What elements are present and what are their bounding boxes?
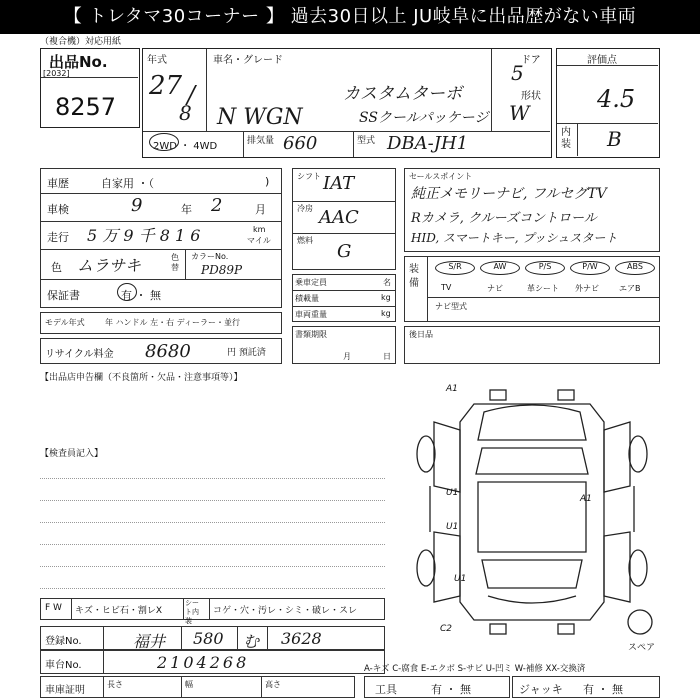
ac-label: 冷房 xyxy=(297,204,313,213)
spare-tire-label: スペア xyxy=(628,643,656,653)
model-name: N WGN xyxy=(217,105,303,130)
type-value: DBA-JH1 xyxy=(387,133,469,154)
equip-airbag: エアB xyxy=(619,284,641,293)
jack-row xyxy=(512,676,660,698)
mileage-label: 走行 xyxy=(47,231,69,244)
load-unit: kg xyxy=(381,293,391,302)
interior-value: B xyxy=(607,127,622,151)
inspection-month-unit: 月 xyxy=(255,203,266,216)
inspection-year-unit: 年 xyxy=(181,203,192,216)
sales-line3: HID, スマートキー, プッシュスタート xyxy=(411,231,618,245)
fw-label: F W xyxy=(45,603,62,613)
equip-navi: ナビ xyxy=(487,284,503,293)
equip-aw: AW xyxy=(480,261,520,275)
repaint-label: 色替 xyxy=(171,253,179,272)
drive-selected-circle xyxy=(149,133,179,151)
seat-items: コゲ・穴・汚レ・シミ・破レ・スレ xyxy=(213,606,358,616)
model-label: 車名・グレード xyxy=(213,55,283,66)
door-label: ドア xyxy=(521,55,541,66)
later-items-block xyxy=(404,326,660,364)
inspection-month: 2 xyxy=(211,195,223,216)
registration-row xyxy=(40,626,385,650)
later-label: 後日品 xyxy=(409,330,433,339)
sales-label: セールスポイント xyxy=(409,172,473,181)
proof-label: 車庫証明 xyxy=(45,685,85,696)
proof-length: 長さ xyxy=(107,680,123,689)
shape-label: 形状 xyxy=(521,91,541,102)
damage-codes-row xyxy=(40,598,385,625)
shape-value: W xyxy=(509,101,530,125)
warranty-label: 保証書 xyxy=(47,289,80,302)
recycle-label: リサイクル料金 xyxy=(45,349,114,360)
lot-number: 8257 xyxy=(55,93,117,121)
subheader: （複合機）対応用紙 xyxy=(40,37,122,47)
fuel-label: 燃料 xyxy=(297,236,313,245)
year-value: 27 xyxy=(149,71,183,101)
tools-label: 工具 xyxy=(375,683,397,696)
month-value: 8 xyxy=(179,101,192,125)
registration-class: 580 xyxy=(193,629,224,648)
car-damage-diagram xyxy=(404,382,660,644)
load-label: 積載量 xyxy=(295,294,319,303)
registration-region: 福井 xyxy=(133,632,166,651)
displacement-value: 660 xyxy=(283,133,318,154)
weight-unit: kg xyxy=(381,309,391,318)
color-label: 色 xyxy=(51,261,62,274)
shift-value: IAT xyxy=(323,173,355,194)
equipment-block xyxy=(404,256,660,322)
sales-line2: Rカメラ, クルーズコントロール xyxy=(411,211,597,226)
docs-unit: 月 xyxy=(343,352,351,361)
vehicle-header-box: 年式 27 / 8 車名・グレード カスタムターボ N WGN SSクールパッケージ ドア 5 形状 W 2WD ・ 4WD 排気量 660 型式 DBA-JH1 xyxy=(142,48,552,158)
fw-items: キズ・ヒビ石・割レX xyxy=(75,606,162,616)
docs-block xyxy=(292,326,396,364)
sales-line1: 純正メモリーナビ, フルセグTV xyxy=(411,186,607,202)
warranty-value: 有 ・ 無 xyxy=(121,289,161,302)
equip-abs: ABS xyxy=(615,261,655,275)
sales-point-block xyxy=(404,168,660,252)
shift-label: シフト xyxy=(297,172,321,181)
inspection-year: 9 xyxy=(131,195,143,216)
displacement-label: 排気量 xyxy=(247,136,275,146)
equip-tv: TV xyxy=(441,283,452,292)
ac-value: AAC xyxy=(319,207,359,228)
capacity-unit: 名 xyxy=(383,278,391,287)
damage-mark-a1-top: A1 xyxy=(446,384,458,394)
registration-label: 登録No. xyxy=(45,636,82,647)
capacity-block xyxy=(292,274,396,322)
damage-mark-u1-left-rear: U1 xyxy=(446,522,459,532)
equipment-label: 装備 xyxy=(409,264,419,289)
docs-unit2: 日 xyxy=(383,352,391,361)
history-value: 自家用 ・（ xyxy=(101,177,154,190)
proof-width: 幅 xyxy=(185,680,193,689)
capacity-label: 乗車定員 xyxy=(295,278,327,287)
score-value: 4.5 xyxy=(597,85,636,113)
banner: 【 トレタマ30コーナー 】 過去30日以上 JU岐阜に出品歴がない車両 xyxy=(0,0,700,34)
garage-proof-row xyxy=(40,676,355,698)
equip-leather: 革シート xyxy=(527,284,559,293)
weight-label: 車両重量 xyxy=(295,310,327,319)
recycle-row xyxy=(40,338,282,364)
color-code-label: カラーNo. xyxy=(191,252,229,261)
equip-ps: P/S xyxy=(525,261,565,275)
inspector-header: 【検査員記入】 xyxy=(40,449,104,459)
year-label: 年式 xyxy=(147,55,167,66)
damage-mark-c2: C2 xyxy=(440,624,453,634)
type-label: 型式 xyxy=(357,136,376,146)
damage-legend: A-キズ C-腐食 E-エクボ S-サビ U-凹ミ W-補修 XX-交換済 xyxy=(364,664,586,674)
proof-height: 高さ xyxy=(265,680,281,689)
door-value: 5 xyxy=(511,61,524,85)
equip-pw: P/W xyxy=(570,261,610,275)
notes-header: 【出品店申告欄（不良箇所・欠品・注意事項等）】 xyxy=(40,373,243,383)
history-label: 車歴 xyxy=(47,177,69,190)
drive-options: 2WD ・ 4WD xyxy=(153,141,218,152)
lot-box xyxy=(40,48,140,128)
fuel-value: G xyxy=(337,241,352,262)
interior-label: 内装 xyxy=(561,127,571,150)
damage-mark-u1-rear: U1 xyxy=(454,574,467,584)
docs-label: 書類期限 xyxy=(295,330,327,339)
chassis-row xyxy=(40,650,385,674)
jack-label: ジャッキ xyxy=(519,683,563,696)
score-label: 評価点 xyxy=(587,55,617,66)
model-year-label: モデル年式 xyxy=(45,318,85,327)
tools-value: 有 ・ 無 xyxy=(431,683,471,696)
package-value: SSクールパッケージ xyxy=(359,110,489,126)
mileage-unit-mile: マイル xyxy=(247,236,271,245)
warranty-selected-circle xyxy=(117,283,137,301)
registration-number: 3628 xyxy=(281,629,322,648)
color-code: PD89P xyxy=(201,263,243,277)
model-year-items: 年 ハンドル 左・右 ディーラー・並行 xyxy=(105,318,240,327)
color-value: ムラサキ xyxy=(77,256,142,275)
grade-value: カスタムターボ xyxy=(343,84,462,104)
damage-mark-u1-left: U1 xyxy=(446,488,459,498)
navi-type-label: ナビ型式 xyxy=(435,302,467,311)
spec-block xyxy=(292,168,396,270)
damage-mark-a1-right: A1 xyxy=(580,494,592,504)
lot-stamp: [2032] xyxy=(43,69,70,78)
chassis-value: 2104268 xyxy=(157,653,250,672)
history-block xyxy=(40,168,282,308)
recycle-unit: 円 預託済 xyxy=(227,348,266,358)
history-close: ) xyxy=(265,175,270,188)
recycle-value: 8680 xyxy=(145,341,191,362)
model-year-row xyxy=(40,312,282,334)
mileage-value: 5 万 9 千 8 1 6 xyxy=(87,226,201,245)
equip-sr: S/R xyxy=(435,261,475,275)
jack-value: 有 ・ 無 xyxy=(583,683,623,696)
tools-row xyxy=(364,676,510,698)
seat-label: シート内装 xyxy=(185,599,199,625)
registration-kana: む xyxy=(243,632,260,651)
lot-title: 出品No. xyxy=(49,53,108,71)
chassis-label: 車台No. xyxy=(45,660,82,671)
equip-ext-navi: 外ナビ xyxy=(575,284,599,293)
score-box xyxy=(556,48,660,158)
mileage-unit-km: km xyxy=(253,225,266,234)
inspection-label: 車検 xyxy=(47,203,69,216)
